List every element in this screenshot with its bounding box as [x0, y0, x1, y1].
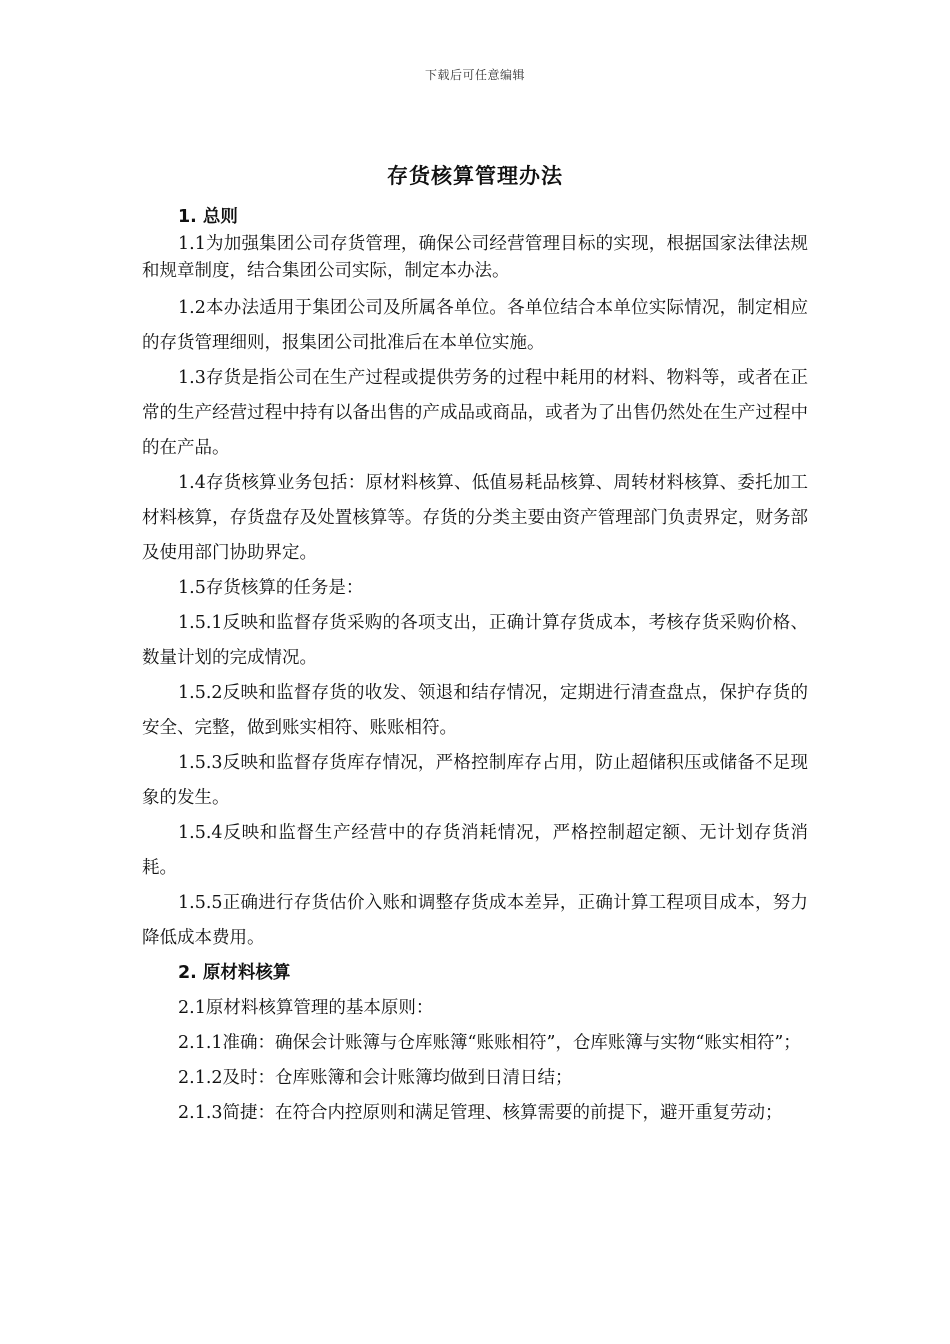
- paragraph-2-1-1: 2.1.1准确：确保会计账簿与仓库账簿“账账相符”，仓库账簿与实物“账实相符”；: [178, 1033, 801, 1053]
- paragraph-2-1: 2.1原材料核算管理的基本原则：: [178, 998, 434, 1018]
- paragraph-1-2: 1.2本办法适用于集团公司及所属各单位。各单位结合本单位实际情况，制定相应的存货管理细则，报集团公司批准后在本单位实施。: [142, 298, 808, 353]
- paragraph-1-3: 1.3存货是指公司在生产过程或提供劳务的过程中耗用的材料、物料等，或者在正常的生产经营过程中持有以备出售的产成品或商品，或者为了出售仍然处在生产过程中的在产品。: [142, 368, 808, 458]
- paragraph-1-5-3: 1.5.3反映和监督存货库存情况，严格控制库存占用，防止超储积压或储备不足现象的发生。: [142, 753, 808, 808]
- paragraph-1-5-2: 1.5.2反映和监督存货的收发、领退和结存情况，定期进行清查盘点，保护存货的安全、完整，做到账实相符、账账相符。: [142, 683, 808, 738]
- paragraph-1-5: 1.5存货核算的任务是：: [178, 578, 364, 598]
- paragraph-2-1-3: 2.1.3简捷：在符合内控原则和满足管理、核算需要的前提下，避开重复劳动；: [178, 1103, 783, 1123]
- paragraph-1-1: 1.1为加强集团公司存货管理，确保公司经营管理目标的实现，根据国家法律法规和规章制度，结合集团公司实际，制定本办法。: [142, 234, 808, 281]
- header-note: 下载后可任意编辑: [424, 68, 525, 82]
- paragraph-1-5-5: 1.5.5正确进行存货估价入账和调整存货成本差异，正确计算工程项目成本，努力降低成本费用。: [142, 893, 808, 948]
- paragraph-1-4: 1.4存货核算业务包括：原材料核算、低值易耗品核算、周转材料核算、委托加工材料核算，存货盘存及处置核算等。存货的分类主要由资产管理部门负责界定，财务部及使用部门协助界定。: [142, 473, 808, 563]
- paragraph-1-5-1: 1.5.1反映和监督存货采购的各项支出，正确计算存货成本，考核存货采购价格、数量计划的完成情况。: [142, 613, 808, 668]
- document-body: [142, 204, 808, 1131]
- paragraph-1-5-4: 1.5.4反映和监督生产经营中的存货消耗情况，严格控制超定额、无计划存货消耗。: [142, 823, 808, 878]
- section-heading-raw-materials: 2. 原材料核算: [178, 963, 291, 983]
- section-heading-general: 1. 总则: [178, 207, 238, 227]
- paragraph-2-1-2: 2.1.2及时：仓库账簿和会计账簿均做到日清日结；: [178, 1068, 573, 1088]
- document-title: 存货核算管理办法: [387, 164, 563, 188]
